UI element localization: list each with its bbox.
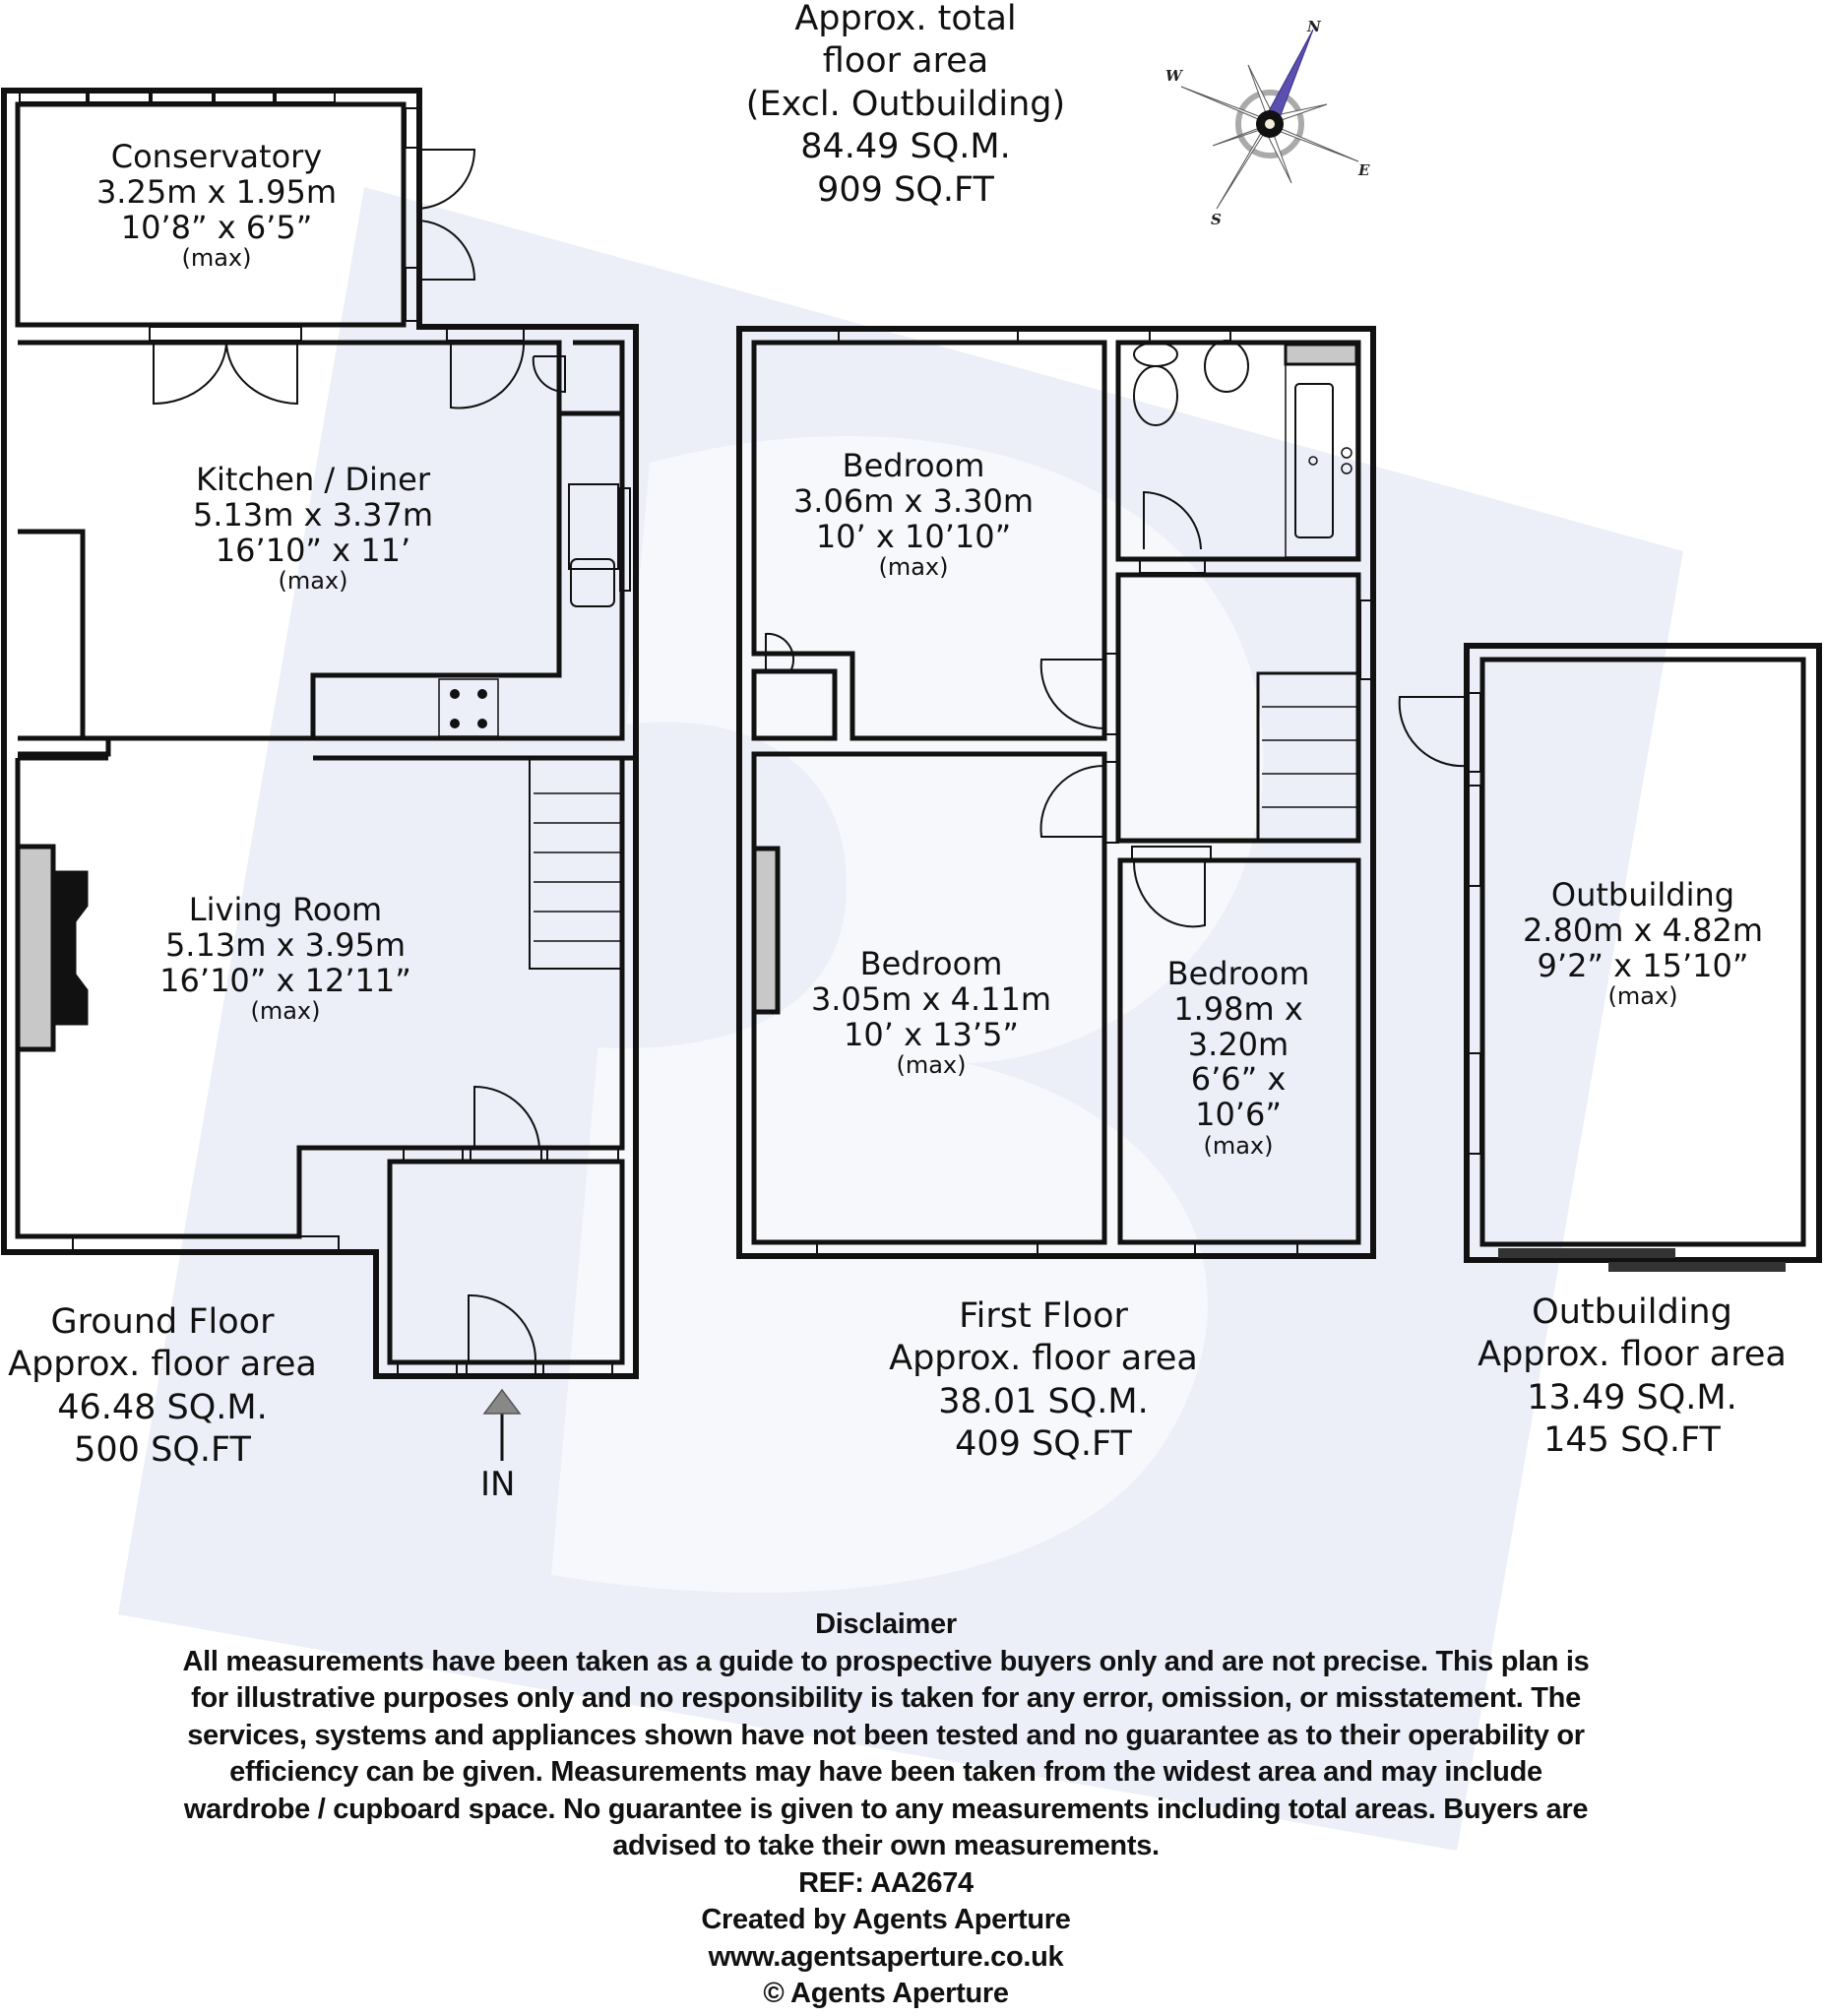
total-floor-area [689,0,1122,212]
disclaimer-line: wardrobe / cupboard space. No guarantee is given to any measurements including total areas. Buyers are [183,1793,1589,1825]
compass-rose-icon [1162,18,1378,234]
compass-n-label: N [1307,18,1321,35]
room-imperial: 9’2” x 15’10” [1537,946,1749,984]
room-metric: 3.05m x 4.11m [810,979,1052,1018]
room-name: Conservatory [110,138,323,175]
room-imperial: 10’ x 10’10” [815,517,1012,555]
room-label-bedroom-1 [756,449,1071,581]
summary-sqm: 13.49 SQ.M. [1527,1377,1737,1418]
room-metric: 3.06m x 3.30m [792,481,1035,520]
room-note: (max) [278,567,348,596]
created-by: Created by Agents Aperture [701,1904,1071,1935]
website-link[interactable]: www.agentsaperture.co.uk [708,1940,1064,1973]
total-area-line3: (Excl. Outbuilding) [745,84,1066,124]
total-area-sqm: 84.49 SQ.M. [800,127,1011,167]
room-label-outbuilding [1482,878,1803,1010]
compass-e-label: E [1358,161,1370,179]
room-metric-line2: 3.20m [1187,1025,1289,1063]
summary-label: Approx. floor area [1478,1335,1787,1375]
first-floor-summary [876,1295,1211,1467]
room-label-living-room [118,893,453,1025]
total-area-line1: Approx. total [794,0,1017,38]
room-metric: 5.13m x 3.95m [164,925,407,964]
room-name: Living Room [188,891,383,928]
room-metric: 3.25m x 1.95m [95,172,338,211]
summary-sqm: 46.48 SQ.M. [57,1387,268,1427]
room-note: (max) [250,997,321,1026]
summary-sqft: 145 SQ.FT [1543,1420,1721,1461]
room-imperial: 16’10” x 11’ [215,531,411,569]
room-name: Bedroom [1166,955,1310,992]
room-imperial: 10’ x 13’5” [844,1015,1019,1053]
summary-label: Approx. floor area [889,1339,1198,1379]
reference-number: REF: AA2674 [798,1866,974,1899]
room-name: Bedroom [859,945,1003,982]
disclaimer-line: advised to take their own measurements. [612,1830,1160,1861]
room-imperial-line2: 10’6” [1195,1096,1282,1134]
room-name: Outbuilding [1550,876,1735,914]
copyright: © Agents Aperture [763,1978,1009,2009]
room-note: (max) [1203,1132,1274,1161]
room-label-kitchen-diner [148,463,478,595]
summary-title: Ground Floor [50,1302,275,1342]
room-label-bedroom-3 [1122,957,1354,1160]
room-note: (max) [896,1051,967,1080]
room-metric: 5.13m x 3.37m [192,495,434,534]
disclaimer [39,1606,1732,2013]
room-note: (max) [878,553,949,582]
room-note: (max) [1607,982,1678,1011]
room-imperial-line1: 6’6” x [1190,1060,1287,1099]
room-imperial: 10’8” x 6’5” [120,208,313,246]
summary-title: Outbuilding [1532,1292,1732,1332]
summary-title: First Floor [959,1296,1128,1336]
ground-floor-plan [4,91,636,1461]
summary-sqm: 38.01 SQ.M. [938,1381,1149,1421]
room-label-bedroom-2 [774,947,1089,1079]
total-area-sqft: 909 SQ.FT [817,169,994,210]
room-metric: 2.80m x 4.82m [1522,911,1764,949]
compass-s-label: S [1211,211,1222,228]
ground-floor-summary [0,1301,325,1473]
outbuilding-summary [1465,1292,1799,1463]
room-metric-line1: 1.98m x [1173,989,1303,1028]
compass-w-label: W [1165,67,1182,85]
room-label-conservatory [59,140,374,272]
summary-sqft: 500 SQ.FT [74,1430,251,1471]
disclaimer-line: services, systems and appliances shown have not been tested and no guarantee as to their operability or [187,1719,1585,1751]
disclaimer-title: Disclaimer [815,1608,957,1640]
room-imperial: 16’10” x 12’11” [159,961,411,999]
entrance-label: IN [480,1465,516,1504]
room-name: Bedroom [842,447,985,484]
total-area-line2: floor area [822,41,989,82]
summary-label: Approx. floor area [8,1345,317,1385]
room-name: Kitchen / Diner [195,461,431,498]
disclaimer-line: efficiency can be given. Measurements may have been taken from the widest area and may include [229,1756,1542,1788]
disclaimer-line: for illustrative purposes only and no responsibility is taken for any error, omission, or misstatement. The [191,1682,1581,1714]
disclaimer-line: All measurements have been taken as a guide to prospective buyers only and are not precise. This plan is [182,1645,1590,1677]
room-note: (max) [181,244,252,273]
summary-sqft: 409 SQ.FT [955,1424,1132,1465]
